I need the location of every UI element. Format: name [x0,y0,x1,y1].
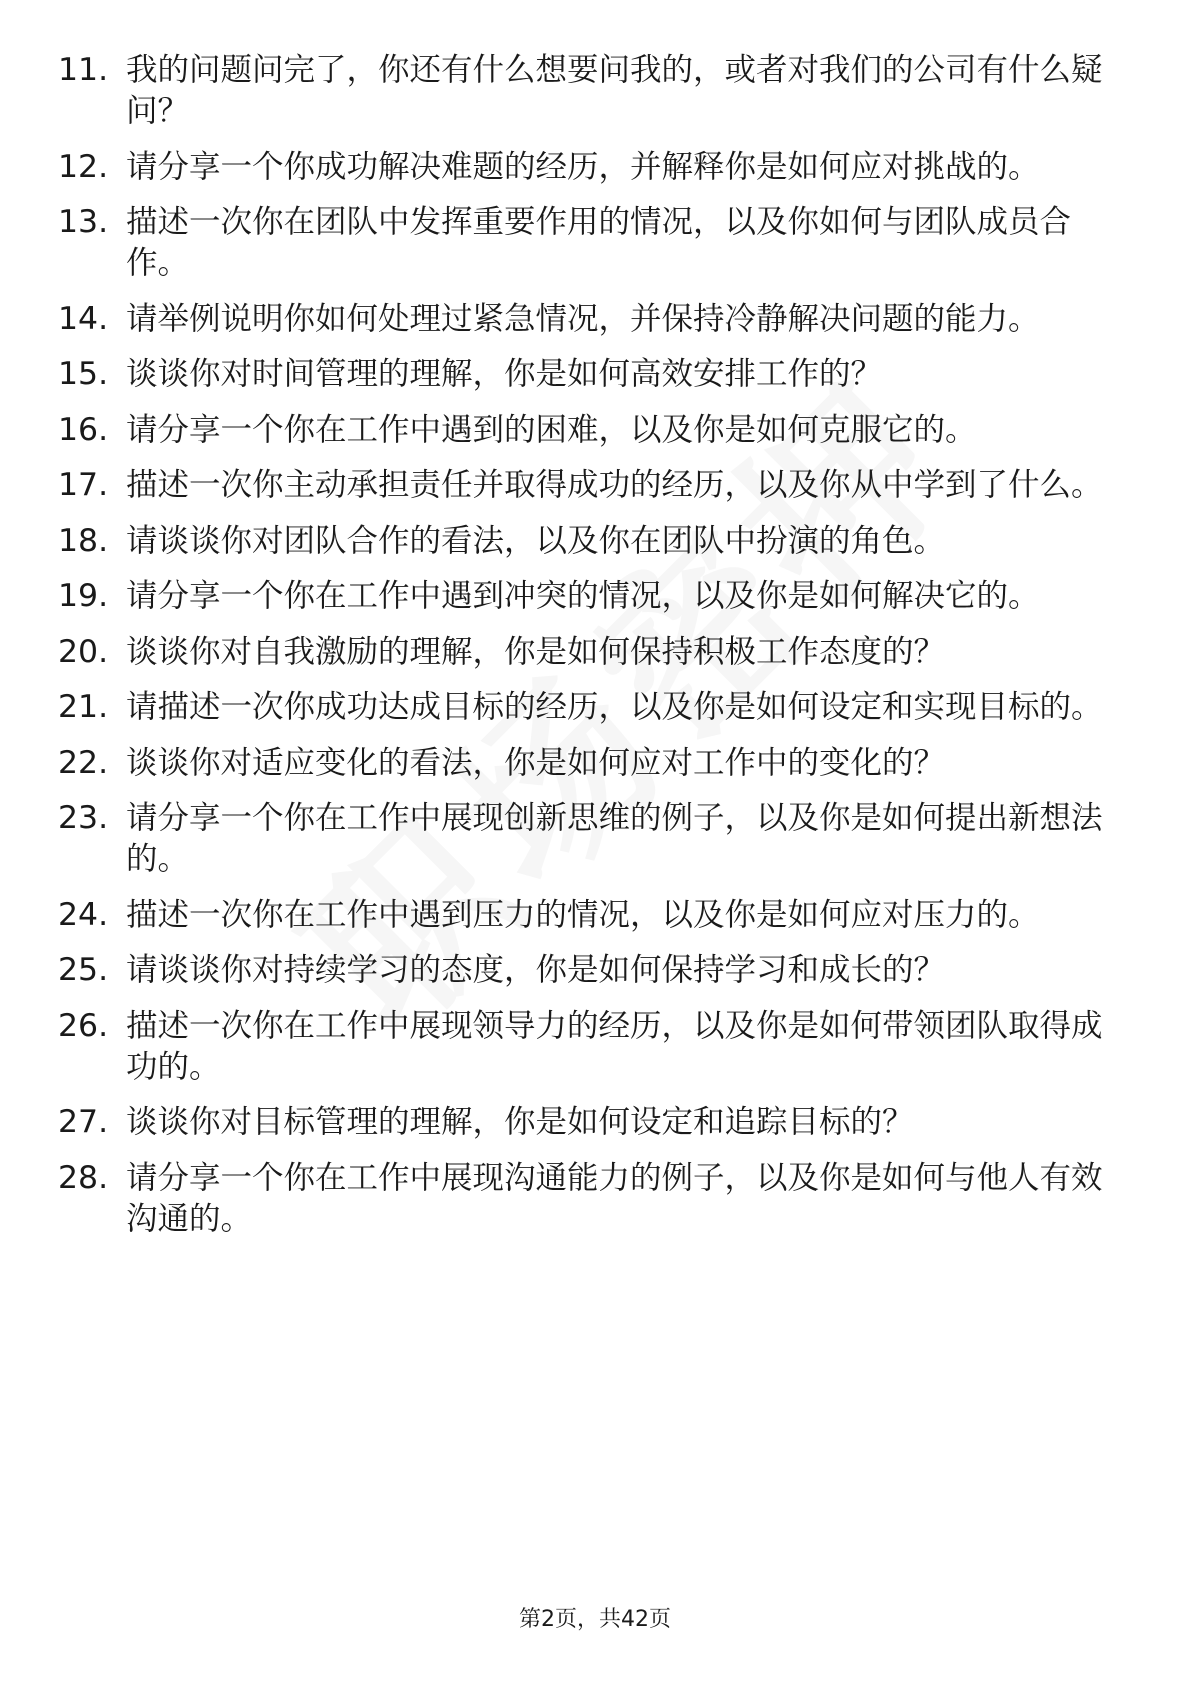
question-item [58,465,1128,506]
question-text: 请谈谈你对持续学习的态度，你是如何保持学习和成长的？ [126,952,946,988]
question-text: 请描述一次你成功达成目标的经历，以及你是如何设定和实现目标的。 [126,689,1103,725]
question-item [58,895,1128,936]
question-item [58,798,1128,880]
page-footer [0,1606,1190,1634]
question-number: 21. [58,689,109,725]
question-text: 描述一次你在工作中遇到压力的情况，以及你是如何应对压力的。 [126,896,1040,933]
question-number: 13. [58,204,109,240]
question-text: 请谈谈你对团队合作的看法，以及你在团队中扮演的角色。 [126,522,946,559]
question-text: 谈谈你对自我激励的理解，你是如何保持积极工作态度的？ [126,633,946,670]
page-number-label: 第2页，共42页 [519,1607,671,1632]
question-number: 27. [58,1104,109,1140]
question-number: 23. [58,800,109,836]
question-text: 请举例说明你如何处理过紧急情况，并保持冷静解决问题的能力。 [126,300,1040,337]
question-item [58,202,1128,284]
question-text: 请分享一个你在工作中展现创新思维的例子，以及你是如何提出新想法的。 [126,800,1103,877]
question-number: 14. [58,300,109,337]
question-number: 17. [58,467,109,503]
question-number: 12. [58,148,109,185]
question-item [58,410,1128,451]
question-number: 28. [58,1159,109,1196]
question-text: 请分享一个你成功解决难题的经历，并解释你是如何应对挑战的。 [126,148,1040,185]
question-number: 11. [58,52,109,88]
question-number: 20. [58,633,109,670]
question-number: 15. [58,356,109,392]
question-item [58,354,1128,395]
question-item [58,299,1128,340]
question-list [58,50,1128,1254]
question-number: 24. [58,896,109,933]
question-number: 19. [58,578,109,614]
question-number: 25. [58,952,109,988]
question-item [58,521,1128,562]
question-item [58,687,1128,728]
question-text: 请分享一个你在工作中展现沟通能力的例子，以及你是如何与他人有效沟通的。 [126,1159,1103,1237]
question-item [58,743,1128,784]
question-text: 谈谈你对目标管理的理解，你是如何设定和追踪目标的？ [126,1104,914,1140]
question-number: 18. [58,522,109,559]
question-text: 谈谈你对时间管理的理解，你是如何高效安排工作的？ [126,356,883,392]
question-item [58,147,1128,188]
question-item [58,1102,1128,1143]
question-text: 描述一次你在工作中展现领导力的经历，以及你是如何带领团队取得成功的。 [126,1007,1103,1085]
question-number: 16. [58,411,109,448]
question-item [58,632,1128,673]
question-item [58,1158,1128,1240]
question-item [58,1006,1128,1088]
question-text: 我的问题问完了，你还有什么想要问我的，或者对我们的公司有什么疑问？ [126,52,1103,129]
question-text: 请分享一个你在工作中遇到冲突的情况，以及你是如何解决它的。 [126,578,1040,614]
question-text: 谈谈你对适应变化的看法，你是如何应对工作中的变化的？ [126,744,946,781]
question-text: 描述一次你在团队中发挥重要作用的情况，以及你如何与团队成员合作。 [126,204,1072,281]
question-number: 26. [58,1007,109,1044]
question-item [58,50,1128,132]
question-text: 请分享一个你在工作中遇到的困难，以及你是如何克服它的。 [126,411,977,448]
question-text: 描述一次你主动承担责任并取得成功的经历，以及你从中学到了什么。 [126,467,1103,503]
question-number: 22. [58,744,109,781]
question-item [58,950,1128,991]
question-item [58,576,1128,617]
